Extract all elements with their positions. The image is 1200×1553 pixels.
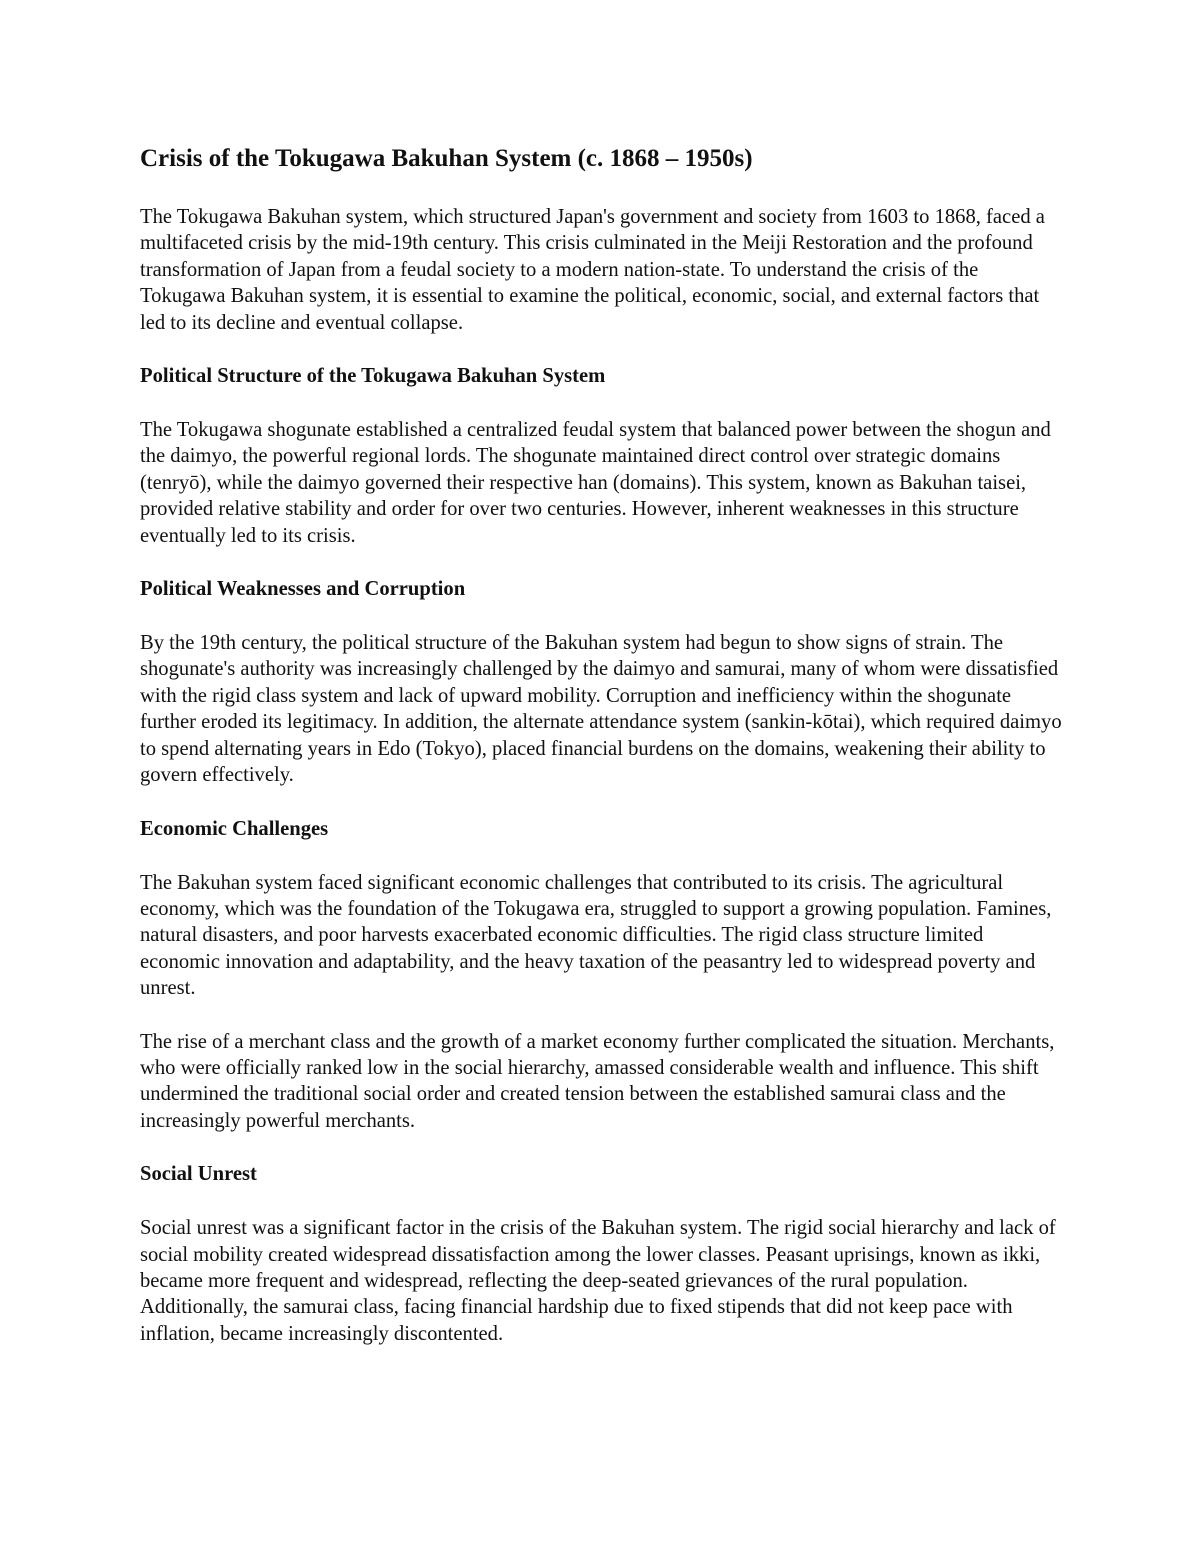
political-structure-paragraph: The Tokugawa shogunate established a centralized feudal system that balanced power between the shogun and the daimyo, the powerful regional lords. The shogunate maintained direct control over strategic domains (tenryō), while the daimyo governed their respective han (domains). This system, known as Bakuhan taisei, provided relative stability and order for over two centuries. However, inherent weaknesses in this structure eventually led to its crisis. bbox=[140, 419, 1051, 547]
document-page bbox=[140, 142, 1065, 1374]
social-unrest-paragraph: Social unrest was a significant factor in the crisis of the Bakuhan system. The rigid social hierarchy and lack of social mobility created widespread dissatisfaction among the lower classes. Peasant uprisings, known as ikki, became more frequent and widespread, reflecting the deep-seated grievances of the rural population. Additionally, the samurai class, facing financial hardship due to fixed stipends that did not keep pace with inflation, became increasingly discontented. bbox=[140, 1217, 1056, 1345]
political-weaknesses-paragraph: By the 19th century, the political structure of the Bakuhan system had begun to show signs of strain. The shogunate's authority was increasingly challenged by the daimyo and samurai, many of whom were dissatisfied with the rigid class system and lack of upward mobility. Corruption and inefficiency within the shogunate further eroded its legitimacy. In addition, the alternate attendance system (sankin-kōtai), which required daimyo to spend alternating years in Edo (Tokyo), placed financial burdens on the domains, weakening their ability to govern effectively. bbox=[140, 632, 1062, 787]
economic-challenges-paragraph-1: The Bakuhan system faced significant economic challenges that contributed to its crisis. The agricultural economy, which was the foundation of the Tokugawa era, struggled to support a growing population. Famines, natural disasters, and poor harvests exacerbated economic difficulties. The rigid class structure limited economic innovation and adaptability, and the heavy taxation of the peasantry led to widespread poverty and unrest. bbox=[140, 871, 1052, 1000]
section-heading-social-unrest: Social Unrest bbox=[140, 1163, 257, 1186]
section-heading-political-structure: Political Structure of the Tokugawa Bakuhan System bbox=[140, 365, 606, 388]
economic-challenges-paragraph-2: The rise of a merchant class and the growth of a market economy further complicated the situation. Merchants, who were officially ranked low in the social hierarchy, amassed considerable wealth and influence. This shift undermined the traditional social order and created tension between the established samurai class and the increasingly powerful merchants. bbox=[140, 1030, 1055, 1132]
document-title: Crisis of the Tokugawa Bakuhan System (c. 1868 – 1950s) bbox=[140, 145, 753, 172]
intro-paragraph: The Tokugawa Bakuhan system, which structured Japan's government and society from 1603 to 1868, faced a multifaceted crisis by the mid-19th century. This crisis culminated in the Meiji Restoration and the profound transformation of Japan from a feudal society to a modern nation-state. To understand the crisis of the Tokugawa Bakuhan system, it is essential to examine the political, economic, social, and external factors that led to its decline and eventual collapse. bbox=[140, 206, 1045, 334]
section-heading-economic-challenges: Economic Challenges bbox=[140, 817, 329, 840]
section-heading-political-weaknesses: Political Weaknesses and Corruption bbox=[140, 578, 466, 601]
